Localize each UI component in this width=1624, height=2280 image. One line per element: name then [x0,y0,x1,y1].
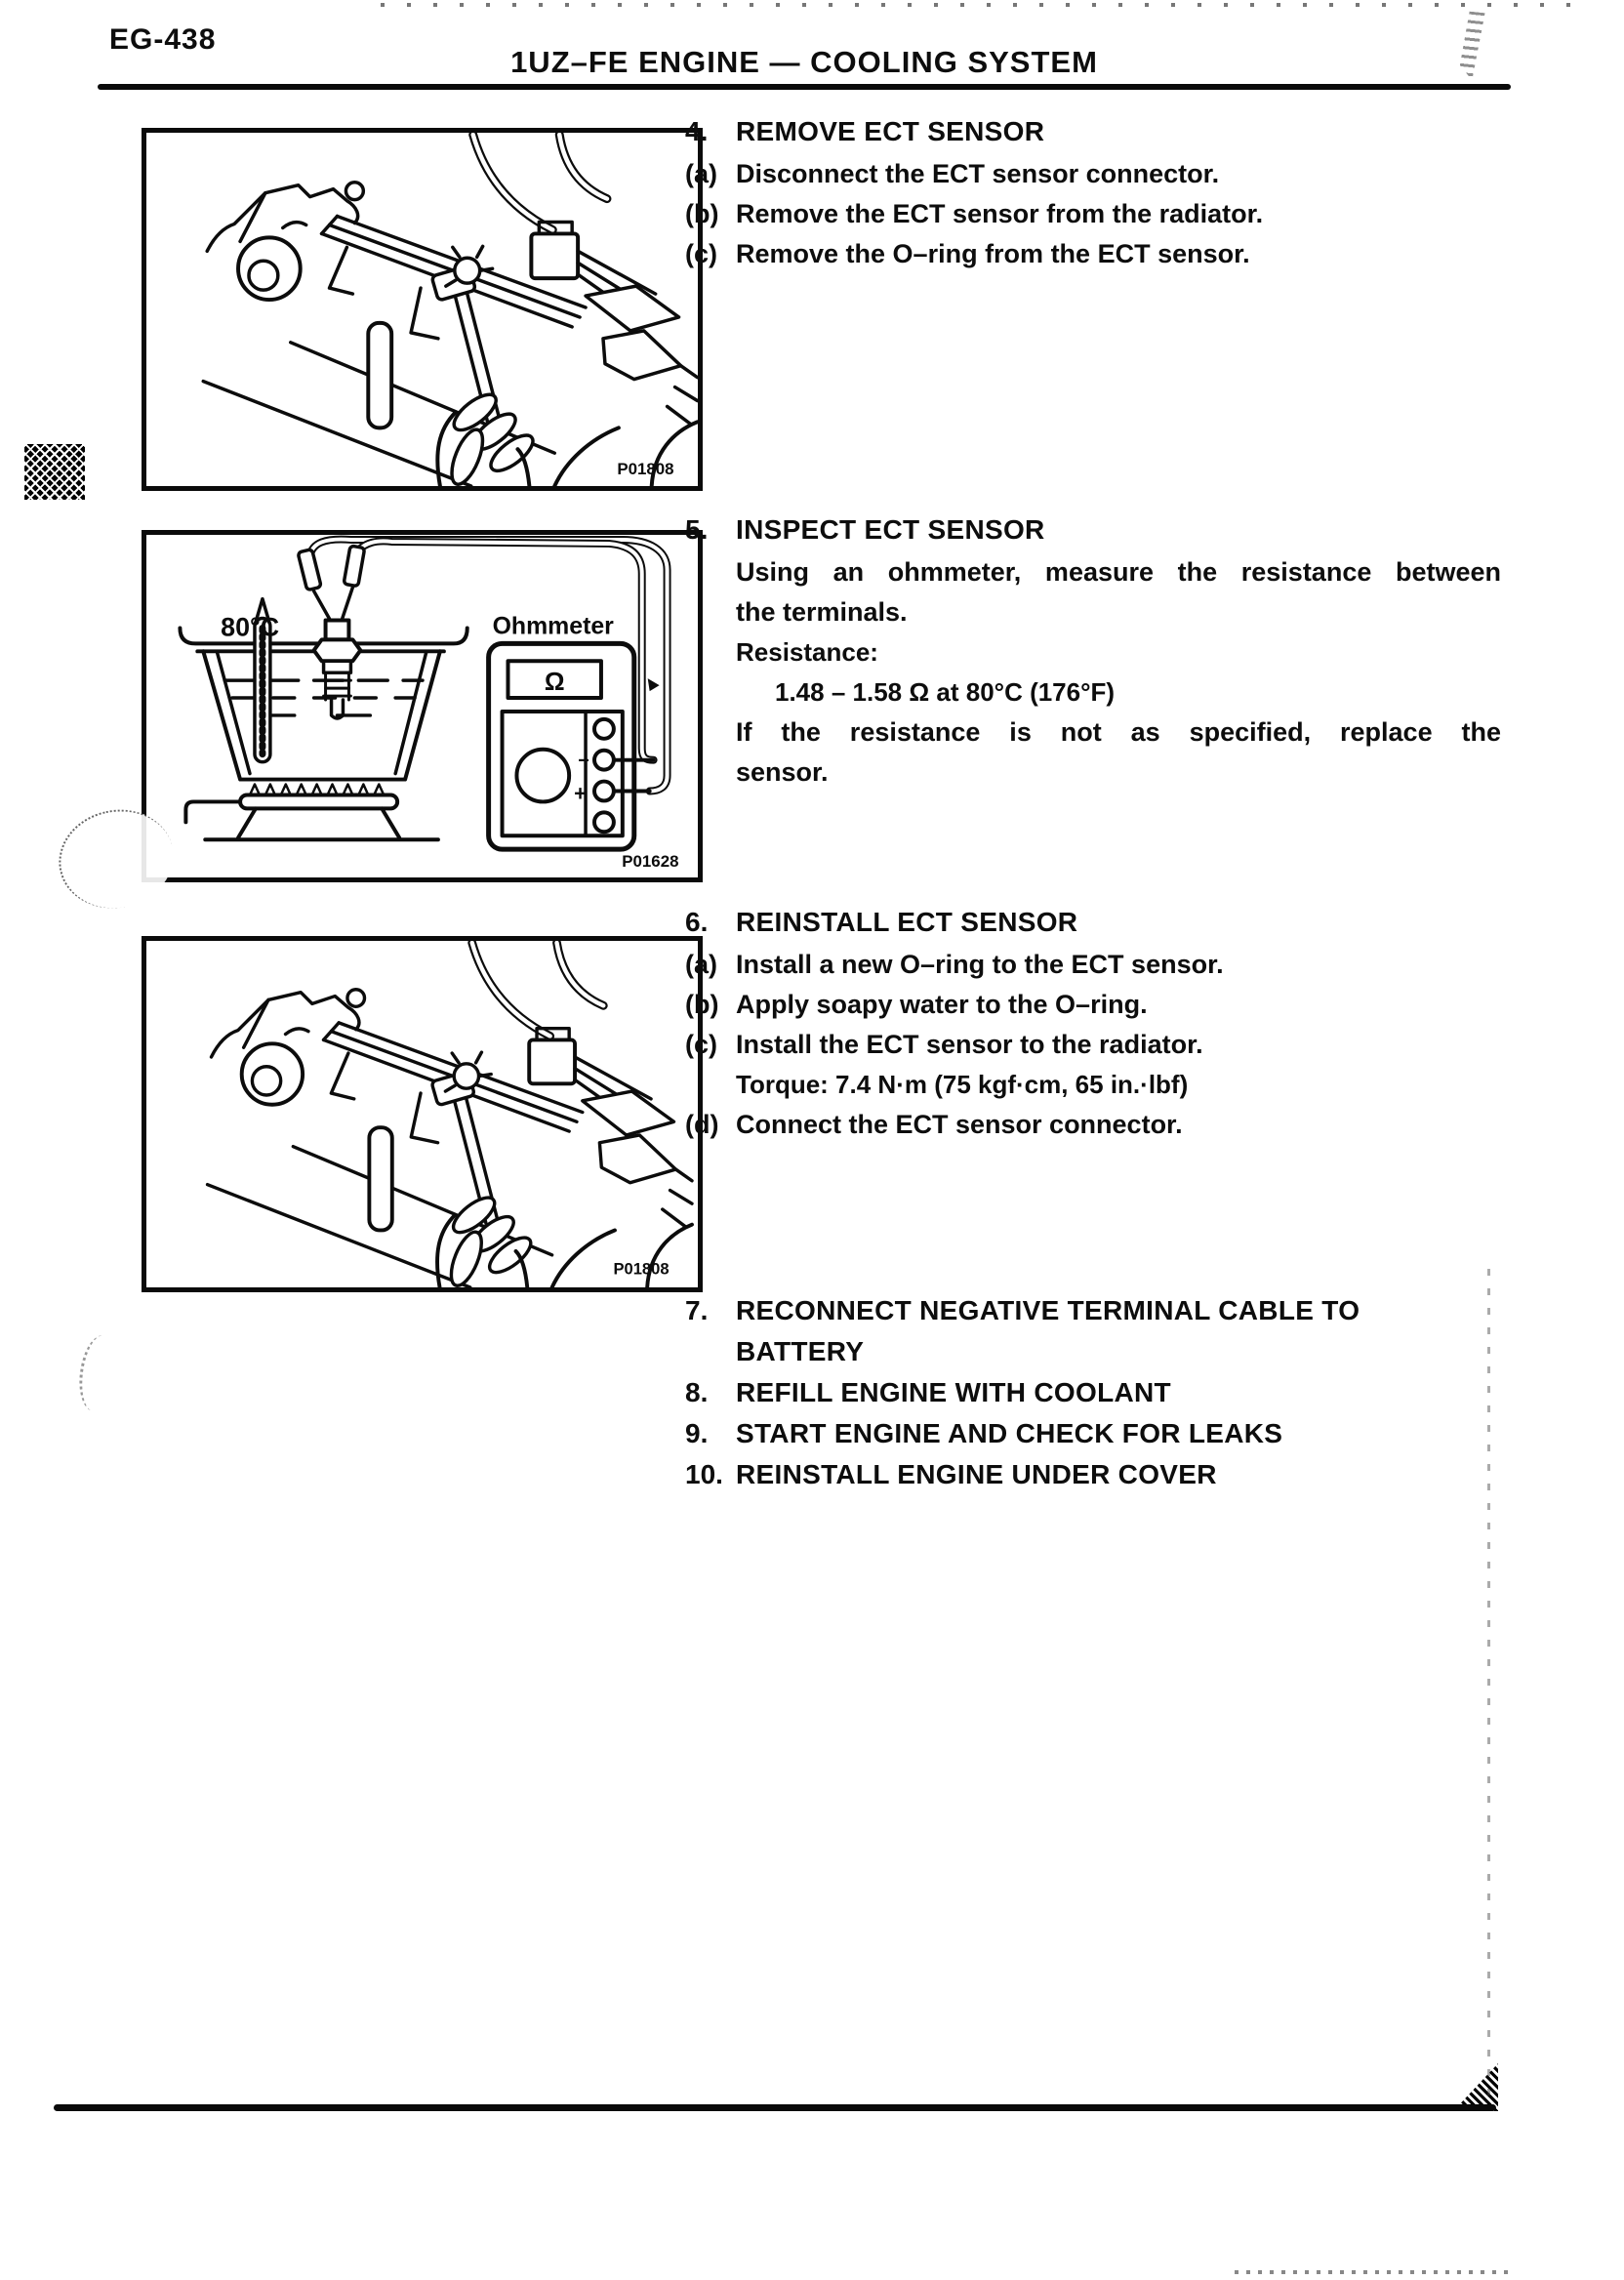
scan-artifact-top-dots [381,3,1585,7]
step-title: REINSTALL ENGINE UNDER COVER [736,1459,1217,1489]
radiator-hand-illustration [146,941,698,1287]
item-text: Remove the ECT sensor from the radiator. [736,199,1264,228]
footer-rule [54,2104,1496,2111]
body-text: the terminals. [736,597,908,627]
item-marker: (d) [685,1110,719,1139]
step-number: 4. [685,116,709,146]
page-code: EG-438 [109,23,217,56]
step-title: REFILL ENGINE WITH COOLANT [736,1377,1171,1407]
item-marker: (c) [685,239,717,268]
item-marker: (a) [685,950,717,979]
steps-final-list [685,1290,1501,1495]
plus-mark: + [574,781,587,806]
section-tab-marker [24,444,85,500]
temperature-label: 80°C [221,612,280,642]
step-remove-ect-sensor [685,109,1501,274]
step-number: 9. [685,1418,709,1448]
item-text: Connect the ECT sensor connector. [736,1110,1183,1139]
figure-inspect-ect-sensor [142,530,703,882]
item-marker: (b) [685,199,719,228]
header-rule [98,84,1511,90]
step-title: REMOVE ECT SENSOR [736,116,1045,146]
item-marker: (b) [685,990,719,1019]
step-inspect-ect-sensor [685,508,1501,793]
minus-mark: − [578,750,589,772]
step-title-continued: BATTERY [736,1336,865,1366]
item-text: Apply soapy water to the O–ring. [736,990,1148,1019]
note-text: If the resistance is not as specified, replace the [736,717,1501,747]
step-title: REINSTALL ECT SENSOR [736,907,1078,937]
scan-artifact-right-dashes [1487,1269,1490,2108]
figure-remove-ect-sensor [142,128,703,491]
figure-code: P01628 [622,852,679,872]
step-number: 10. [685,1459,723,1489]
figure-code: P01808 [617,460,674,479]
ohmmeter-label: Ohmmeter [492,613,614,640]
item-text: Install the ECT sensor to the radiator. [736,1030,1203,1059]
step-number: 8. [685,1377,709,1407]
ohmmeter-test-illustration [146,535,698,877]
figure-reinstall-ect-sensor [142,936,703,1292]
omega-symbol: Ω [544,669,565,697]
step-title: RECONNECT NEGATIVE TERMINAL CABLE TO [736,1295,1360,1325]
item-text: Install a new O–ring to the ECT sensor. [736,950,1224,979]
item-text: Remove the O–ring from the ECT sensor. [736,239,1250,268]
step-number: 6. [685,907,709,937]
figure-code: P01808 [613,1259,670,1279]
step-number: 5. [685,514,709,545]
body-text: Using an ohmmeter, measure the resistance between [736,557,1501,587]
scan-speck [648,678,660,691]
step-title: INSPECT ECT SENSOR [736,514,1045,545]
item-text: Disconnect the ECT sensor connector. [736,159,1220,188]
scan-artifact-bottom-dots [1235,2270,1513,2274]
burner [185,785,438,840]
note-text: sensor. [736,757,829,787]
step-number: 7. [685,1295,709,1325]
step-title: START ENGINE AND CHECK FOR LEAKS [736,1418,1283,1448]
ohmmeter-device [489,643,660,849]
torque-spec: Torque: 7.4 N·m (75 kgf·cm, 65 in.·lbf) [736,1070,1189,1099]
ect-sensor [298,546,365,718]
spec-value: 1.48 – 1.58 Ω at 80°C (176°F) [775,677,1116,707]
page-title: 1UZ–FE ENGINE — COOLING SYSTEM [510,45,1098,79]
step-reinstall-ect-sensor [685,900,1501,1145]
item-marker: (c) [685,1030,717,1059]
spec-label: Resistance: [736,637,878,667]
item-marker: (a) [685,159,717,188]
scan-artifact-arc [75,1333,121,1413]
radiator-hand-illustration [146,133,698,486]
